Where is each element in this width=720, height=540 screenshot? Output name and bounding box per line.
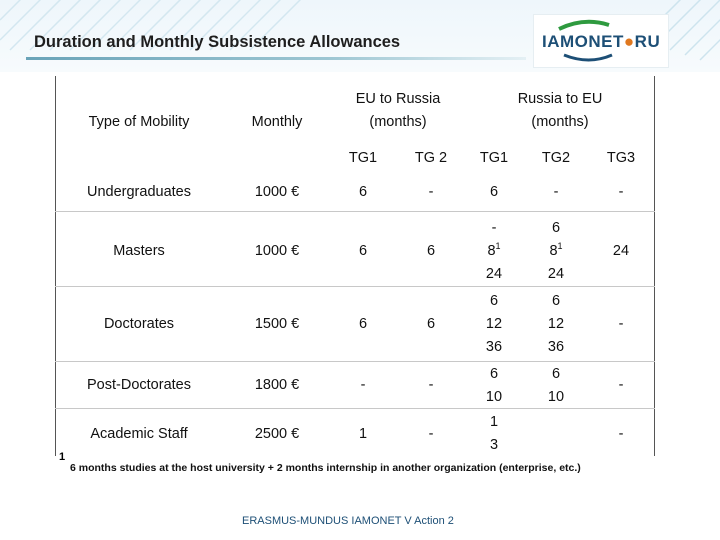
header-type-of-mobility: Type of Mobility [88, 114, 190, 130]
subheader-eu-tg2: TG 2 [414, 150, 448, 166]
iamonet-ru-logo [533, 14, 669, 68]
table-right-border [654, 76, 655, 456]
footnote-ref: 1 [495, 241, 501, 251]
row-monthly: 2500 € [254, 426, 300, 442]
header-monthly: Monthly [251, 114, 303, 130]
row-type: Undergraduates [87, 184, 191, 200]
title-underline [26, 57, 526, 60]
row-eu-tg2: - [428, 377, 434, 393]
logo-dot-icon: ● [623, 32, 635, 51]
row-ru-tg2-line1: 6 [551, 366, 561, 382]
row-ru-tg1-line1: 6 [489, 366, 499, 382]
row-eu-tg2: - [428, 184, 434, 200]
row-ru-tg1-line2: 12 [485, 316, 503, 332]
subheader-eu-tg1: TG1 [348, 150, 378, 166]
row-type: Post-Doctorates [87, 377, 191, 393]
row-monthly: 1800 € [254, 377, 300, 393]
row-ru-tg3: - [618, 426, 624, 442]
slide-footer: ERASMUS-MUNDUS IAMONET V Action 2 [242, 515, 454, 527]
allowances-table [55, 76, 655, 456]
row-ru-tg3: - [618, 184, 624, 200]
row-ru-tg2-line1: 6 [551, 293, 561, 309]
subheader-ru-tg1: TG1 [479, 150, 509, 166]
row-ru-tg2-line1: 6 [551, 220, 561, 236]
header-eu-to-russia-unit: (months) [369, 114, 427, 130]
row-ru-tg1-line3: 24 [485, 266, 503, 282]
table-divider [55, 408, 655, 409]
table-divider [55, 361, 655, 362]
row-eu-tg1: 1 [358, 426, 368, 442]
row-ru-tg3: - [618, 316, 624, 332]
row-ru-tg1: 6 [489, 184, 499, 200]
header-russia-to-eu-unit: (months) [531, 114, 589, 130]
row-eu-tg2: 6 [426, 243, 436, 259]
row-eu-tg2: 6 [426, 316, 436, 332]
row-ru-tg2-line2 [549, 243, 562, 260]
row-monthly: 1000 € [254, 243, 300, 259]
row-type: Masters [113, 243, 165, 259]
row-ru-tg2-line3: 24 [547, 266, 565, 282]
row-eu-tg2: - [428, 426, 434, 442]
row-ru-tg1-line2 [487, 243, 500, 260]
footnote-marker: 1 [59, 451, 66, 463]
row-eu-tg1: - [360, 377, 366, 393]
header-russia-to-eu: Russia to EU [517, 91, 603, 107]
logo-text-part2: RU [634, 32, 661, 51]
row-ru-tg1-value: 8 [487, 243, 496, 259]
row-ru-tg1-line1: 6 [489, 293, 499, 309]
row-ru-tg3: 24 [612, 243, 630, 259]
row-ru-tg2: - [553, 184, 559, 200]
row-type: Doctorates [103, 316, 175, 332]
row-eu-tg1: 6 [358, 184, 368, 200]
row-ru-tg1-line3: 36 [485, 339, 503, 355]
row-ru-tg1-line2: 3 [489, 437, 499, 453]
row-monthly: 1500 € [254, 316, 300, 332]
row-monthly: 1000 € [254, 184, 300, 200]
row-ru-tg1-line1: - [491, 220, 497, 236]
row-ru-tg2-line2: 12 [547, 316, 565, 332]
row-ru-tg2-line3: 36 [547, 339, 565, 355]
table-left-border [55, 76, 56, 456]
row-eu-tg1: 6 [358, 316, 368, 332]
row-ru-tg2-line2: 10 [547, 389, 565, 405]
row-eu-tg1: 6 [358, 243, 368, 259]
logo-text-part1: IAMONET [542, 32, 624, 51]
header-eu-to-russia: EU to Russia [355, 91, 441, 107]
row-ru-tg2-value: 8 [549, 243, 558, 259]
slide-title: Duration and Monthly Subsistence Allowances [34, 33, 401, 51]
row-ru-tg1-line2: 10 [485, 389, 503, 405]
row-ru-tg1-line1: 1 [489, 414, 499, 430]
row-type: Academic Staff [90, 426, 188, 442]
subheader-ru-tg3: TG3 [606, 150, 636, 166]
footnote-ref: 1 [557, 241, 563, 251]
row-ru-tg3: - [618, 377, 624, 393]
logo-text [542, 32, 660, 52]
footnote-text: 6 months studies at the host university + 2 months internship in another organization (enterprise, etc.) [70, 462, 581, 474]
table-divider [55, 211, 655, 212]
table-divider [55, 286, 655, 287]
subheader-ru-tg2: TG2 [541, 150, 571, 166]
